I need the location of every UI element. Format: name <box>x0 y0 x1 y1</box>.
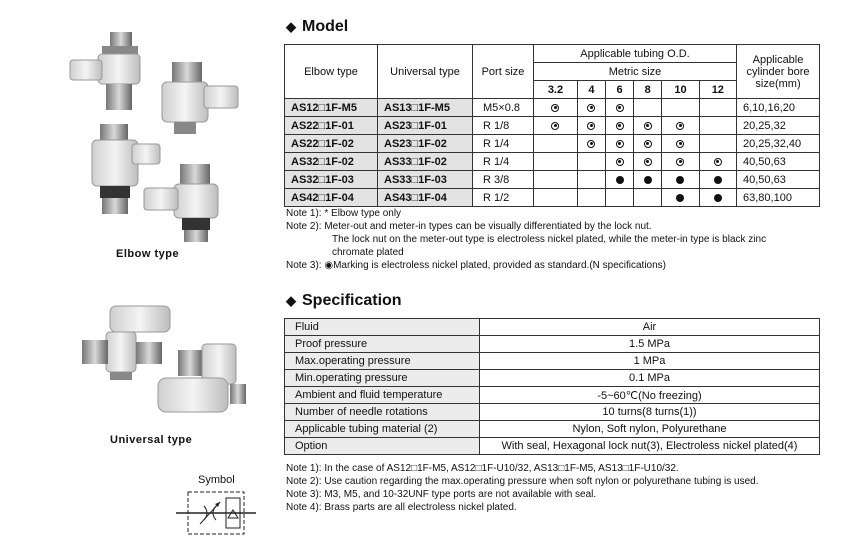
nickel-plated-mark-icon <box>587 122 595 130</box>
tubing-compat-cell <box>634 117 662 135</box>
elbow-model-code: AS42□1F-04 <box>285 189 378 207</box>
tubing-compat-cell <box>577 135 605 153</box>
note-line: Note 1): In the case of AS12□1F-M5, AS12□1F-U10/32, AS13□1F-M5, AS13□1F-U10/32. <box>286 463 679 474</box>
nickel-plated-mark-icon <box>676 122 684 130</box>
size-header: 3.2 <box>534 81 578 99</box>
port-size-value: M5×0.8 <box>473 99 534 117</box>
port-size-value: R 1/4 <box>473 153 534 171</box>
tubing-compat-cell <box>534 117 578 135</box>
specification-table <box>284 318 820 455</box>
spec-label: Proof pressure <box>285 336 480 353</box>
spec-row <box>285 421 820 438</box>
symbol-label: Symbol <box>198 474 235 486</box>
universal-model-code: AS43□1F-04 <box>378 189 473 207</box>
spec-label: Fluid <box>285 319 480 336</box>
tubing-compat-cell <box>662 99 699 117</box>
port-size-value: R 3/8 <box>473 171 534 189</box>
spec-row <box>285 370 820 387</box>
spec-row <box>285 353 820 370</box>
bore-size-value: 63,80,100 <box>737 189 820 207</box>
tubing-compat-cell <box>634 135 662 153</box>
spec-value: 1 MPa <box>480 353 820 370</box>
model-row <box>285 99 820 117</box>
spec-label: Applicable tubing material (2) <box>285 421 480 438</box>
model-row <box>285 189 820 207</box>
tubing-compat-cell <box>577 153 605 171</box>
note-line: Note 2): Use caution regarding the max.operating pressure when soft nylon or polyurethane tubing is used. <box>286 476 759 487</box>
tubing-compat-cell <box>534 171 578 189</box>
tubing-compat-cell <box>699 135 736 153</box>
note-line: Note 3): ◉Marking is electroless nickel plated, provided as standard.(N specifications) <box>286 260 667 271</box>
spec-row <box>285 336 820 353</box>
port-size-value: R 1/2 <box>473 189 534 207</box>
standard-mark-icon <box>676 194 684 202</box>
spec-row <box>285 319 820 336</box>
tubing-compat-cell <box>634 171 662 189</box>
tubing-compat-cell <box>606 153 634 171</box>
tubing-od-header: Applicable tubing O.D. <box>534 45 737 63</box>
model-row <box>285 171 820 189</box>
universal-type-header: Universal type <box>378 45 473 99</box>
tubing-compat-cell <box>534 189 578 207</box>
nickel-plated-mark-icon <box>676 140 684 148</box>
nickel-plated-mark-icon <box>551 104 559 112</box>
spec-label: Max.operating pressure <box>285 353 480 370</box>
tubing-compat-cell <box>662 117 699 135</box>
note-line: Note 4): Brass parts are all electroless nickel plated. <box>286 502 517 513</box>
specification-section-title: ◆ Specification <box>286 292 402 309</box>
bore-size-value: 20,25,32,40 <box>737 135 820 153</box>
spec-value: Air <box>480 319 820 336</box>
note-line: Note 1): * Elbow type only <box>286 208 402 219</box>
tubing-compat-cell <box>699 171 736 189</box>
elbow-model-code: AS32□1F-02 <box>285 153 378 171</box>
nickel-plated-mark-icon <box>644 122 652 130</box>
tubing-compat-cell <box>699 153 736 171</box>
nickel-plated-mark-icon <box>616 158 624 166</box>
spec-row <box>285 438 820 455</box>
spec-value: 10 turns(8 turns(1)) <box>480 404 820 421</box>
nickel-plated-mark-icon <box>587 104 595 112</box>
elbow-model-code: AS12□1F-M5 <box>285 99 378 117</box>
note-line: Note 3): M3, M5, and 10-32UNF type ports are not available with seal. <box>286 489 597 500</box>
tubing-compat-cell <box>577 99 605 117</box>
universal-model-code: AS13□1F-M5 <box>378 99 473 117</box>
metric-size-header: Metric size <box>534 63 737 81</box>
bore-size-value: 40,50,63 <box>737 153 820 171</box>
spec-notes <box>286 462 759 514</box>
universal-type-caption: Universal type <box>110 434 193 446</box>
tubing-compat-cell <box>699 117 736 135</box>
bore-size-value: 40,50,63 <box>737 171 820 189</box>
size-header: 10 <box>662 81 699 99</box>
nickel-plated-mark-icon <box>676 158 684 166</box>
tubing-compat-cell <box>577 117 605 135</box>
spec-label: Number of needle rotations <box>285 404 480 421</box>
elbow-model-code: AS22□1F-01 <box>285 117 378 135</box>
tubing-compat-cell <box>662 171 699 189</box>
spec-label: Ambient and fluid temperature <box>285 387 480 404</box>
tubing-compat-cell <box>606 99 634 117</box>
spec-value: 0.1 MPa <box>480 370 820 387</box>
spec-label: Min.operating pressure <box>285 370 480 387</box>
flow-control-symbol-icon <box>176 488 256 538</box>
tubing-compat-cell <box>606 117 634 135</box>
bore-size-value: 6,10,16,20 <box>737 99 820 117</box>
model-row <box>285 153 820 171</box>
universal-model-code: AS33□1F-03 <box>378 171 473 189</box>
bore-size-header: Applicable cylinder bore size(mm) <box>737 45 820 99</box>
nickel-plated-mark-icon <box>616 122 624 130</box>
nickel-plated-mark-icon <box>644 140 652 148</box>
tubing-compat-cell <box>634 189 662 207</box>
tubing-compat-cell <box>534 135 578 153</box>
model-table <box>284 44 820 207</box>
tubing-compat-cell <box>634 99 662 117</box>
tubing-compat-cell <box>577 189 605 207</box>
spec-value: -5~60℃(No freezing) <box>480 387 820 404</box>
port-size-value: R 1/4 <box>473 135 534 153</box>
size-header: 4 <box>577 81 605 99</box>
bore-size-value: 20,25,32 <box>737 117 820 135</box>
elbow-type-fittings-photo <box>60 28 250 243</box>
nickel-plated-mark-icon <box>616 140 624 148</box>
tubing-compat-cell <box>699 189 736 207</box>
universal-model-code: AS33□1F-02 <box>378 153 473 171</box>
elbow-model-code: AS22□1F-02 <box>285 135 378 153</box>
diamond-bullet-icon: ◆ <box>286 19 296 34</box>
tubing-compat-cell <box>699 99 736 117</box>
standard-mark-icon <box>616 176 624 184</box>
tubing-compat-cell <box>577 171 605 189</box>
nickel-plated-mark-icon <box>644 158 652 166</box>
tubing-compat-cell <box>534 153 578 171</box>
tubing-compat-cell <box>606 189 634 207</box>
port-size-header: Port size <box>473 45 534 99</box>
elbow-type-header: Elbow type <box>285 45 378 99</box>
size-header: 12 <box>699 81 736 99</box>
spec-row <box>285 387 820 404</box>
tubing-compat-cell <box>534 99 578 117</box>
model-row <box>285 135 820 153</box>
spec-row <box>285 404 820 421</box>
tubing-compat-cell <box>662 153 699 171</box>
elbow-model-code: AS32□1F-03 <box>285 171 378 189</box>
universal-model-code: AS23□1F-01 <box>378 117 473 135</box>
note-line: chromate plated <box>332 247 404 258</box>
model-section-title: ◆ Model <box>286 18 349 35</box>
spec-value: Nylon, Soft nylon, Polyurethane <box>480 421 820 438</box>
diamond-bullet-icon: ◆ <box>286 293 296 308</box>
nickel-plated-mark-icon <box>551 122 559 130</box>
universal-model-code: AS23□1F-02 <box>378 135 473 153</box>
nickel-plated-mark-icon <box>714 158 722 166</box>
spec-value: With seal, Hexagonal lock nut(3), Electroless nickel plated(4) <box>480 438 820 455</box>
standard-mark-icon <box>714 176 722 184</box>
note-line: The lock nut on the meter-out type is electroless nickel plated, while the meter-in type is black zinc <box>332 234 767 245</box>
universal-type-fittings-photo <box>70 296 250 426</box>
model-notes <box>286 207 766 272</box>
nickel-plated-mark-icon <box>587 140 595 148</box>
elbow-type-caption: Elbow type <box>116 248 180 260</box>
tubing-compat-cell <box>662 135 699 153</box>
standard-mark-icon <box>644 176 652 184</box>
tubing-compat-cell <box>606 171 634 189</box>
spec-value: 1.5 MPa <box>480 336 820 353</box>
model-row <box>285 117 820 135</box>
nickel-plated-mark-icon <box>616 104 624 112</box>
size-header: 8 <box>634 81 662 99</box>
standard-mark-icon <box>676 176 684 184</box>
size-header: 6 <box>606 81 634 99</box>
spec-label: Option <box>285 438 480 455</box>
tubing-compat-cell <box>662 189 699 207</box>
standard-mark-icon <box>714 194 722 202</box>
tubing-compat-cell <box>634 153 662 171</box>
note-line: Note 2): Meter-out and meter-in types can be visually differentiated by the lock nut. <box>286 221 652 232</box>
tubing-compat-cell <box>606 135 634 153</box>
port-size-value: R 1/8 <box>473 117 534 135</box>
